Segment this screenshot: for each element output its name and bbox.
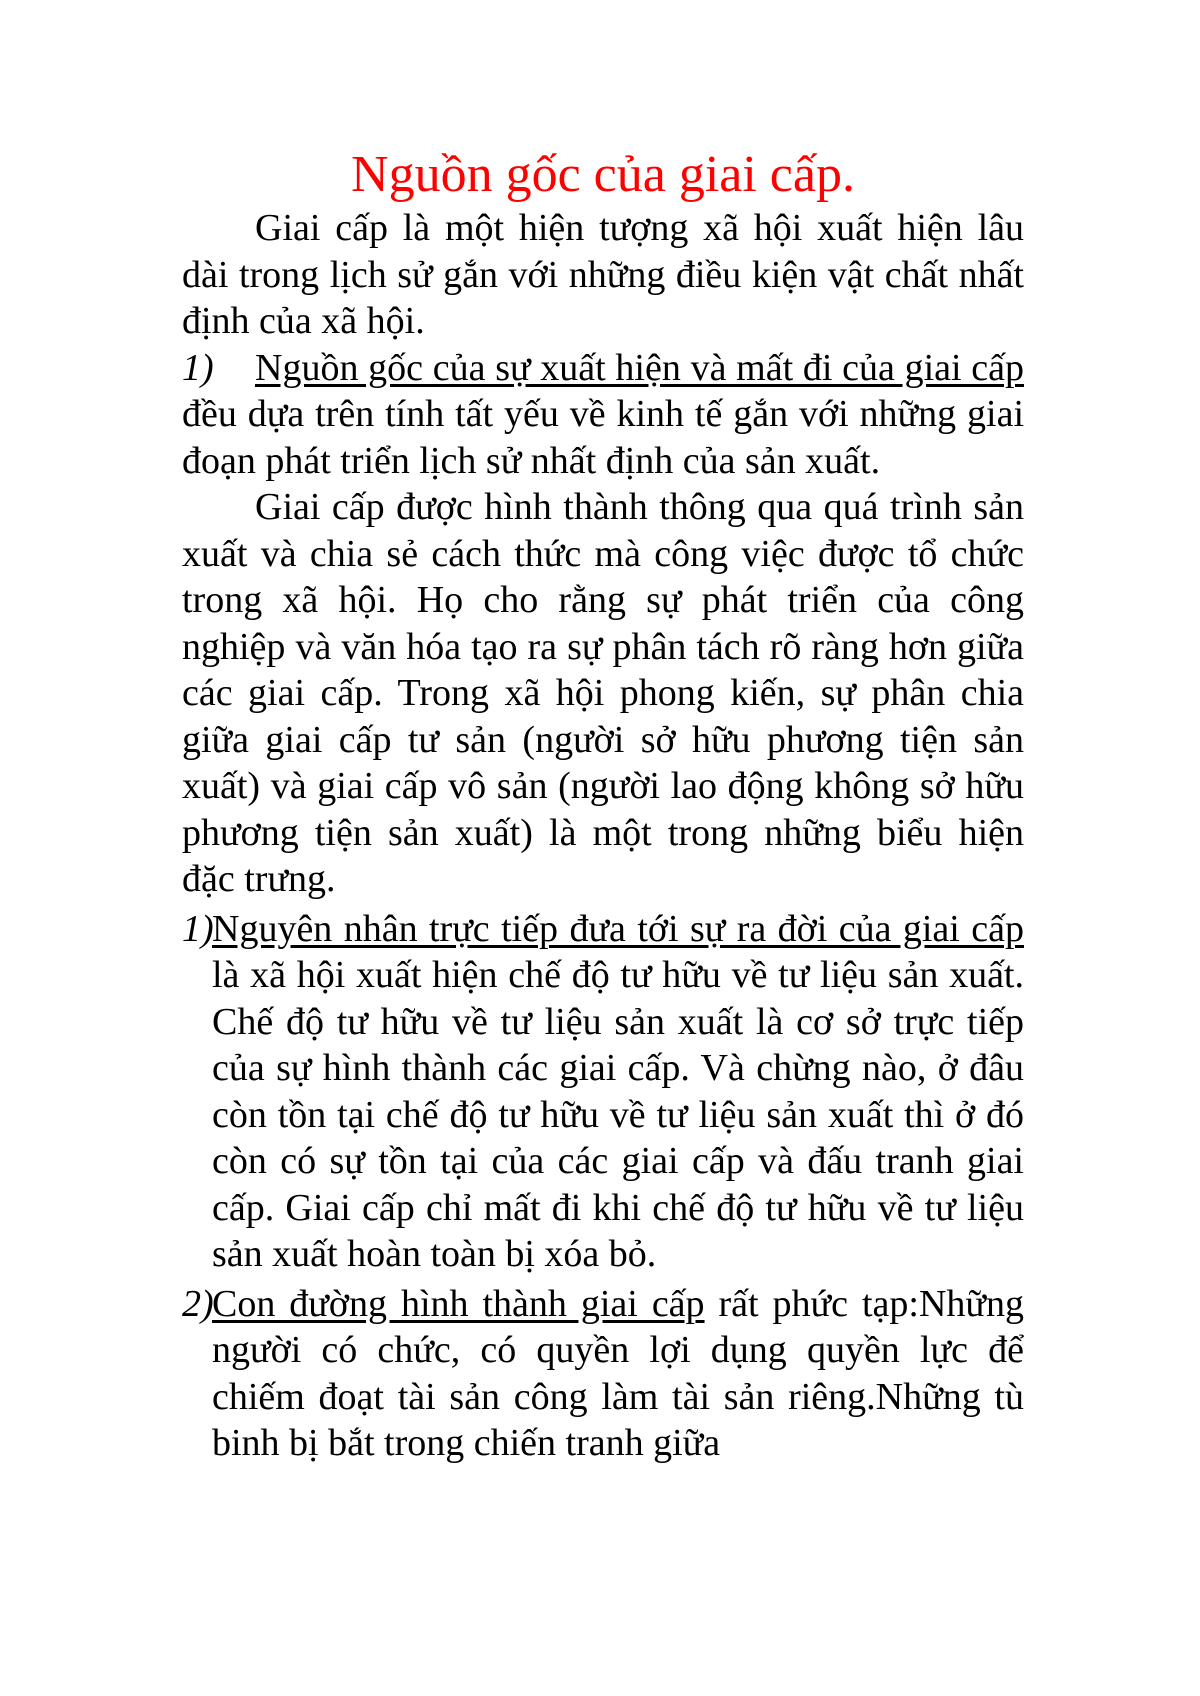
point-1 — [182, 345, 1024, 485]
point-1-heading: Nguồn gốc của sự xuất hiện và mất đi của giai cấp — [255, 346, 1024, 389]
point-2 — [182, 906, 1024, 1278]
point-2-number: 1) — [182, 907, 214, 950]
point-3-heading: Con đường hình thành giai cấp — [212, 1282, 705, 1325]
point-2-text: là xã hội xuất hiện chế độ tư hữu về tư liệu sản xuất. Chế độ tư hữu về tư liệu sản xuất là cơ sở trực tiếp của sự hình thành các giai cấp. Và chừng nào, ở đâu còn tồn tại chế độ tư hữu về tư liệu sản xuất thì ở đó còn có sự tồn tại của các giai cấp và đấu tranh giai cấp. Giai cấp chỉ mất đi khi chế độ tư hữu về tư liệu sản xuất hoàn toàn bị xóa bỏ. — [212, 954, 1024, 1275]
document-title: Nguồn gốc của giai cấp. — [351, 146, 855, 203]
point-3-text: rất phức tạp:Những người có chức, có quyền lợi dụng quyền lực để chiếm đoạt tài sản công làm tài sản riêng.Những tù binh bị bắt trong chiến tranh giữa — [212, 1282, 1024, 1464]
point-3 — [182, 1281, 1024, 1467]
intro-paragraph: Giai cấp là một hiện tượng xã hội xuất hiện lâu dài trong lịch sử gắn với những điều kiện vật chất nhất định của xã hội. — [182, 207, 1024, 342]
document-page — [182, 145, 1024, 1467]
point-2-heading: Nguyên nhân trực tiếp đưa tới sự ra đời của giai cấp — [212, 907, 1024, 950]
paragraph-2: Giai cấp được hình thành thông qua quá trình sản xuất và chia sẻ cách thức mà công việc được tổ chức trong xã hội. Họ cho rằng sự phát triển của công nghiệp và văn hóa tạo ra sự phân tách rõ ràng hơn giữa các giai cấp. Trong xã hội phong kiến, sự phân chia giữa giai cấp tư sản (người sở hữu phương tiện sản xuất) và giai cấp vô sản (người lao động không sở hữu phương tiện sản xuất) là một trong những biểu hiện đặc trưng. — [182, 486, 1024, 900]
point-3-number: 2) — [182, 1282, 214, 1325]
point-1-number: 1) — [182, 346, 214, 389]
point-1-text: đều dựa trên tính tất yếu về kinh tế gắn với những giai đoạn phát triển lịch sử nhất định của sản xuất. — [182, 393, 1024, 482]
